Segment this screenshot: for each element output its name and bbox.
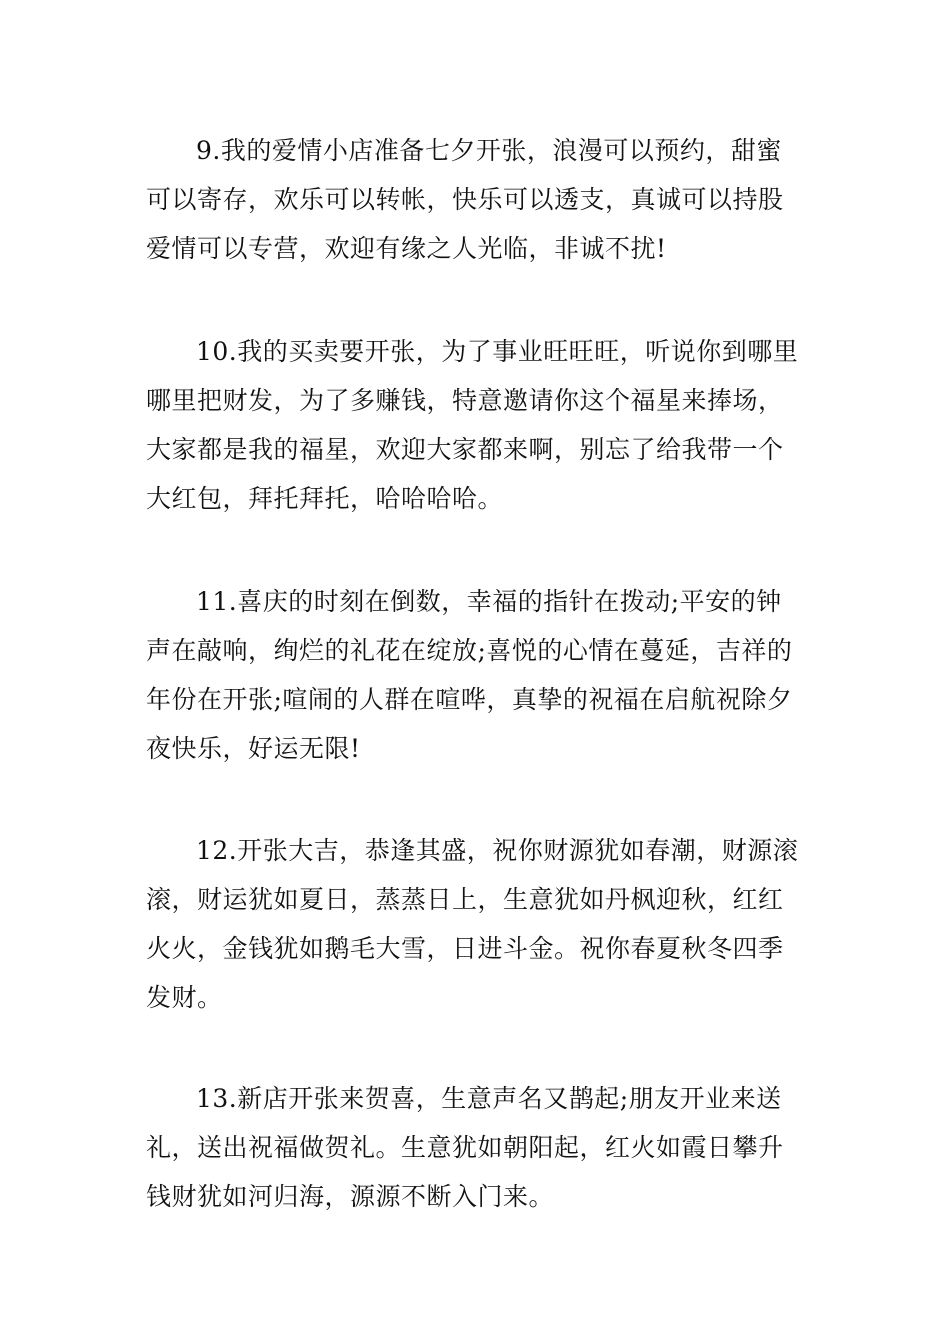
paragraph-line: 13.新店开张来贺喜，生意声名又鹊起;朋友开业来送	[196, 1084, 782, 1113]
paragraph-10	[146, 327, 812, 523]
paragraph-line: 夜快乐，好运无限!	[146, 734, 361, 763]
paragraph-line: 滚，财运犹如夏日，蒸蒸日上，生意犹如丹枫迎秋，红红	[146, 885, 784, 914]
paragraph-line: 10.我的买卖要开张，为了事业旺旺旺，听说你到哪里	[196, 337, 799, 366]
paragraph-line: 声在敲响，绚烂的礼花在绽放;喜悦的心情在蔓延，吉祥的	[146, 636, 793, 665]
paragraph-line: 钱财犹如河归海，源源不断入门来。	[146, 1182, 555, 1211]
paragraph-line: 可以寄存，欢乐可以转帐，快乐可以透支，真诚可以持股	[146, 185, 784, 214]
paragraph-line: 12.开张大吉，恭逢其盛，祝你财源犹如春潮，财源滚	[196, 836, 799, 865]
paragraph-line: 大红包，拜托拜托，哈哈哈哈。	[146, 484, 504, 513]
paragraph-13	[146, 1074, 812, 1221]
paragraph-line: 爱情可以专营，欢迎有缘之人光临，非诚不扰!	[146, 234, 667, 263]
paragraph-line: 9.我的爱情小店准备七夕开张，浪漫可以预约，甜蜜	[196, 136, 782, 165]
paragraph-line: 礼，送出祝福做贺礼。生意犹如朝阳起，红火如霞日攀升	[146, 1133, 784, 1162]
paragraph-11	[146, 577, 812, 773]
paragraph-9	[146, 126, 812, 273]
paragraph-line: 火火，金钱犹如鹅毛大雪，日进斗金。祝你春夏秋冬四季	[146, 934, 784, 963]
paragraph-line: 大家都是我的福星，欢迎大家都来啊，别忘了给我带一个	[146, 435, 784, 464]
paragraph-line: 发财。	[146, 983, 223, 1012]
paragraph-line: 年份在开张;喧闹的人群在喧哗，真挚的祝福在启航祝除夕	[146, 685, 793, 714]
paragraph-line: 哪里把财发，为了多赚钱，特意邀请你这个福星来捧场，	[146, 386, 784, 415]
paragraph-12	[146, 826, 812, 1022]
paragraph-line: 11.喜庆的时刻在倒数，幸福的指针在拨动;平安的钟	[196, 587, 782, 616]
